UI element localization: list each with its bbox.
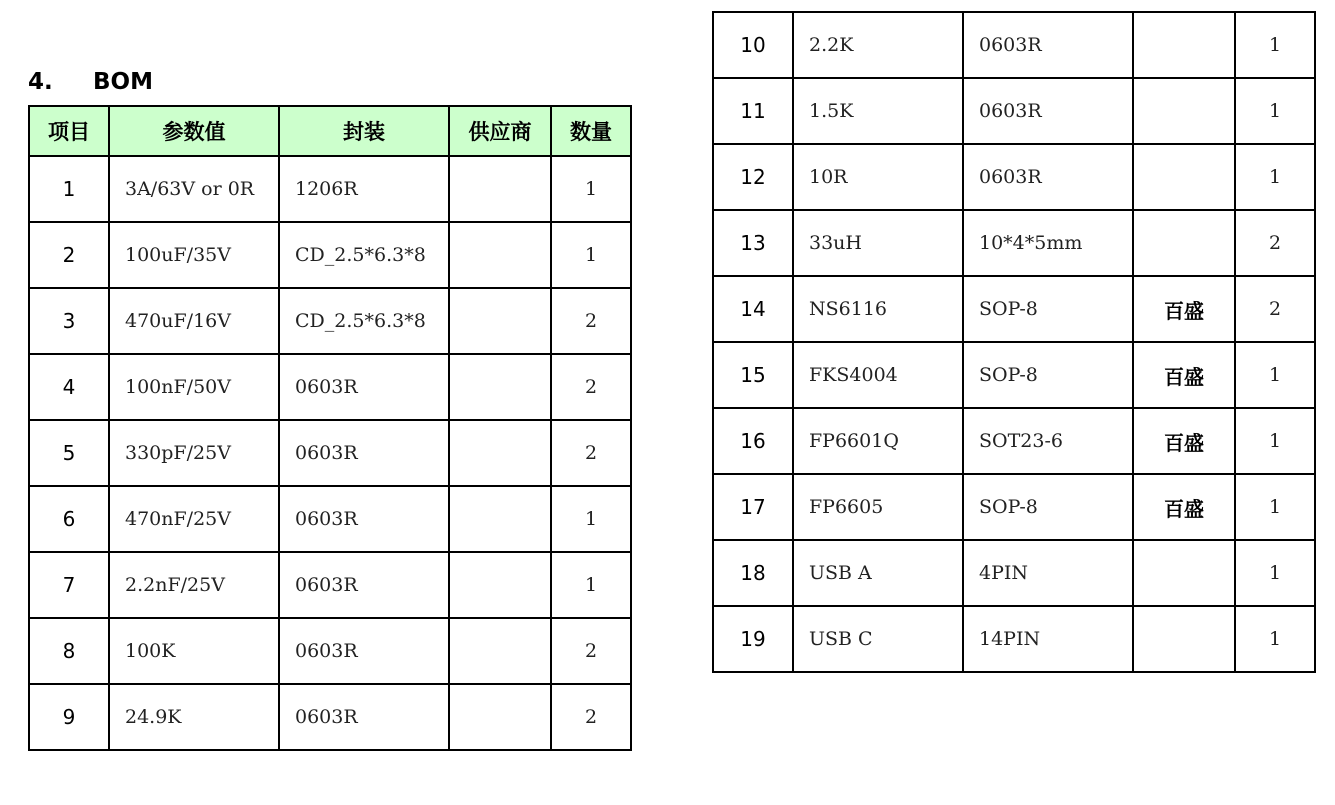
table-row	[713, 342, 1315, 408]
header-item: 项目	[29, 106, 109, 156]
cell-param: USB C	[793, 606, 963, 672]
table-row	[713, 210, 1315, 276]
cell-param: FP6605	[793, 474, 963, 540]
cell-package: 0603R	[963, 12, 1133, 78]
cell-supplier	[449, 222, 551, 288]
cell-item: 13	[713, 210, 793, 276]
section-number: 4.	[28, 69, 53, 95]
bom-table-part-1	[28, 105, 632, 751]
cell-package: 0603R	[279, 552, 449, 618]
table-row	[29, 288, 631, 354]
cell-param: 100uF/35V	[109, 222, 279, 288]
cell-item: 10	[713, 12, 793, 78]
table-row	[713, 408, 1315, 474]
cell-param: 33uH	[793, 210, 963, 276]
cell-qty: 1	[1235, 78, 1315, 144]
table-row	[29, 684, 631, 750]
cell-supplier	[449, 684, 551, 750]
cell-supplier	[449, 420, 551, 486]
header-package: 封装	[279, 106, 449, 156]
cell-item: 11	[713, 78, 793, 144]
cell-package: 1206R	[279, 156, 449, 222]
cell-supplier	[449, 288, 551, 354]
section-title: BOM	[93, 69, 153, 95]
cell-supplier: 百盛	[1133, 408, 1235, 474]
cell-supplier	[1133, 78, 1235, 144]
cell-item: 9	[29, 684, 109, 750]
cell-supplier	[1133, 210, 1235, 276]
cell-supplier	[1133, 540, 1235, 606]
cell-package: 0603R	[279, 486, 449, 552]
cell-supplier: 百盛	[1133, 342, 1235, 408]
cell-package: SOP-8	[963, 474, 1133, 540]
cell-package: 4PIN	[963, 540, 1133, 606]
cell-package: 0603R	[963, 78, 1133, 144]
table-row	[713, 78, 1315, 144]
header-supplier: 供应商	[449, 106, 551, 156]
cell-param: 100K	[109, 618, 279, 684]
cell-param: 1.5K	[793, 78, 963, 144]
table-row	[713, 12, 1315, 78]
cell-package: CD_2.5*6.3*8	[279, 222, 449, 288]
cell-supplier	[449, 156, 551, 222]
cell-param: 10R	[793, 144, 963, 210]
cell-param: FKS4004	[793, 342, 963, 408]
cell-item: 2	[29, 222, 109, 288]
table-row	[29, 486, 631, 552]
cell-supplier	[449, 552, 551, 618]
cell-param: FP6601Q	[793, 408, 963, 474]
cell-item: 3	[29, 288, 109, 354]
cell-qty: 2	[551, 288, 631, 354]
cell-package: 0603R	[279, 684, 449, 750]
header-param: 参数值	[109, 106, 279, 156]
cell-param: USB A	[793, 540, 963, 606]
cell-package: SOT23-6	[963, 408, 1133, 474]
cell-package: 0603R	[963, 144, 1133, 210]
bom-table-body-2	[713, 12, 1315, 672]
table-row	[29, 156, 631, 222]
cell-item: 6	[29, 486, 109, 552]
table-row	[713, 276, 1315, 342]
cell-param: NS6116	[793, 276, 963, 342]
cell-supplier	[1133, 606, 1235, 672]
cell-item: 4	[29, 354, 109, 420]
cell-package: SOP-8	[963, 276, 1133, 342]
cell-item: 18	[713, 540, 793, 606]
cell-item: 17	[713, 474, 793, 540]
cell-qty: 1	[1235, 474, 1315, 540]
cell-item: 5	[29, 420, 109, 486]
cell-qty: 1	[551, 156, 631, 222]
cell-qty: 1	[551, 222, 631, 288]
cell-param: 100nF/50V	[109, 354, 279, 420]
cell-qty: 2	[551, 354, 631, 420]
cell-package: CD_2.5*6.3*8	[279, 288, 449, 354]
cell-qty: 2	[551, 618, 631, 684]
cell-qty: 1	[1235, 12, 1315, 78]
cell-package: 0603R	[279, 618, 449, 684]
cell-supplier	[1133, 144, 1235, 210]
cell-supplier: 百盛	[1133, 276, 1235, 342]
cell-param: 330pF/25V	[109, 420, 279, 486]
cell-item: 16	[713, 408, 793, 474]
table-row	[29, 420, 631, 486]
table-row	[29, 552, 631, 618]
cell-package: 0603R	[279, 354, 449, 420]
cell-supplier	[449, 486, 551, 552]
bom-table-body-1	[29, 156, 631, 750]
table-row	[713, 144, 1315, 210]
table-row	[29, 222, 631, 288]
table-row	[29, 618, 631, 684]
section-heading	[28, 64, 153, 100]
cell-item: 8	[29, 618, 109, 684]
table-row	[713, 606, 1315, 672]
cell-param: 2.2K	[793, 12, 963, 78]
cell-qty: 2	[1235, 276, 1315, 342]
cell-qty: 2	[1235, 210, 1315, 276]
cell-param: 470uF/16V	[109, 288, 279, 354]
cell-supplier	[449, 618, 551, 684]
cell-package: 10*4*5mm	[963, 210, 1133, 276]
cell-qty: 1	[551, 552, 631, 618]
cell-item: 7	[29, 552, 109, 618]
cell-item: 19	[713, 606, 793, 672]
cell-param: 470nF/25V	[109, 486, 279, 552]
cell-supplier: 百盛	[1133, 474, 1235, 540]
table-header-row	[29, 106, 631, 156]
cell-item: 15	[713, 342, 793, 408]
cell-qty: 1	[1235, 606, 1315, 672]
cell-qty: 2	[551, 420, 631, 486]
cell-item: 12	[713, 144, 793, 210]
cell-item: 1	[29, 156, 109, 222]
cell-qty: 1	[551, 486, 631, 552]
cell-package: SOP-8	[963, 342, 1133, 408]
table-row	[29, 354, 631, 420]
cell-qty: 1	[1235, 144, 1315, 210]
cell-qty: 2	[551, 684, 631, 750]
cell-item: 14	[713, 276, 793, 342]
cell-param: 24.9K	[109, 684, 279, 750]
cell-supplier	[1133, 12, 1235, 78]
table-row	[713, 540, 1315, 606]
cell-param: 3A/63V or 0R	[109, 156, 279, 222]
cell-package: 0603R	[279, 420, 449, 486]
cell-supplier	[449, 354, 551, 420]
cell-qty: 1	[1235, 342, 1315, 408]
cell-qty: 1	[1235, 540, 1315, 606]
cell-qty: 1	[1235, 408, 1315, 474]
table-row	[713, 474, 1315, 540]
bom-table-part-2	[712, 11, 1316, 673]
cell-param: 2.2nF/25V	[109, 552, 279, 618]
cell-package: 14PIN	[963, 606, 1133, 672]
header-qty: 数量	[551, 106, 631, 156]
